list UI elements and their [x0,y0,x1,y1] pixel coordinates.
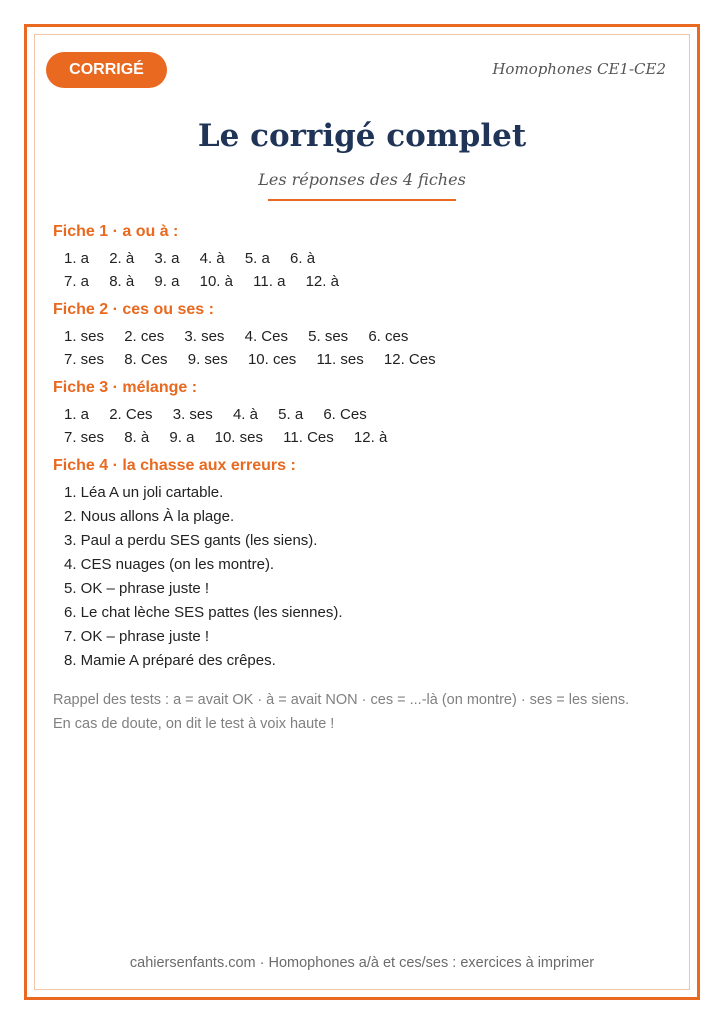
answer: 1. a [64,250,90,267]
answer: 1. a [64,406,90,423]
answer: 5. a [244,250,270,267]
list-item: 3. Paul a perdu SES gants (les siens). [64,532,318,549]
recall-note: Rappel des tests : a = avait OK · à = avait NON · ces = ...-là (on montre) · ses = les siens. En cas de doute, on dit le test à voix haute ! [53,692,630,732]
answer: 8. à [109,273,135,290]
answer: 4. Ces [244,328,288,345]
answer: 9. ses [187,351,228,368]
answer: 9. a [169,429,195,446]
series-label: Homophones CE1-CE2 [492,60,666,78]
page-footer: cahiersenfants.com · Homophones a/à et ces/ses : exercices à imprimer [129,955,595,971]
answer: 8. à [124,429,150,446]
page-title: Le corrigé complet [197,118,527,154]
answer: 7. a [64,273,90,290]
fiche-2-title: Fiche 2 · ces ou ses : [53,301,214,318]
fiche-2-section [53,299,673,371]
list-item: 4. CES nuages (on les montre). [64,556,275,573]
answer: 8. Ces [124,351,168,368]
fiche-4-section [53,455,673,673]
list-item: 1. Léa A un joli cartable. [64,484,224,501]
answer: 6. à [290,250,316,267]
title-underline [268,199,456,201]
page-subtitle: Les réponses des 4 fiches [258,170,466,189]
list-item: 5. OK – phrase juste ! [64,580,210,597]
answer: 9. a [154,273,180,290]
answer: 11. ses [316,351,364,368]
answer: 6. Ces [323,406,367,423]
list-item: 6. Le chat lèche SES pattes (les siennes). [64,604,343,621]
answer: 6. ces [368,328,409,345]
fiche-4-list [53,481,673,673]
answer: 10. ses [214,429,263,446]
fiche-1-row-1 [53,247,673,270]
answer: 12. à [353,429,388,446]
answer: 2. ces [124,328,165,345]
answer: 7. ses [64,351,105,368]
fiche-4-title: Fiche 4 · la chasse aux erreurs : [53,457,296,474]
answer: 10. ces [247,351,297,368]
fiche-2-row-1 [53,325,673,348]
answer: 4. à [232,406,258,423]
fiche-1-section [53,221,673,293]
answer: 12. Ces [383,351,436,368]
answer: 3. ses [172,406,213,423]
answer: 5. ses [308,328,349,345]
answer: 11. Ces [283,429,334,446]
answer: 5. a [278,406,304,423]
answer: 1. ses [64,328,105,345]
answer: 11. a [253,273,286,290]
fiche-3-row-1 [53,403,673,426]
answer: 12. à [305,273,339,290]
answer: 2. à [109,250,135,267]
fiche-3-title: Fiche 3 · mélange : [53,379,198,396]
list-item: 7. OK – phrase juste ! [64,628,210,645]
fiche-3-row-2 [53,426,673,449]
list-item: 2. Nous allons À la plage. [64,508,235,525]
fiche-3-section [53,377,673,449]
answer: 4. à [199,250,225,267]
answer: 2. Ces [109,406,153,423]
fiche-1-title: Fiche 1 · a ou à : [53,223,179,240]
list-item: 8. Mamie A préparé des crêpes. [64,652,276,669]
corrige-badge: CORRIGÉ [46,52,167,88]
fiche-2-row-2 [53,348,673,371]
answer: 10. à [199,273,233,290]
answer: 7. ses [64,429,105,446]
answers-content [53,221,673,736]
fiche-1-row-2 [53,270,673,293]
answer: 3. a [154,250,180,267]
answer: 3. ses [184,328,225,345]
